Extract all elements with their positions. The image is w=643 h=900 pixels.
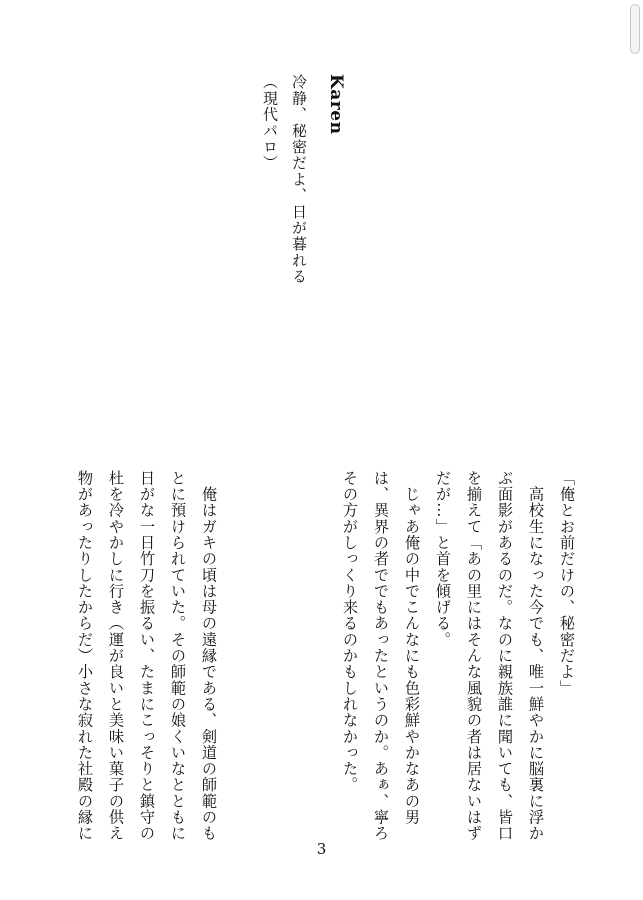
text-line: は、異界の者ででもあったというのか。あぁ、寧ろ — [372, 470, 390, 842]
story-title: 冷静、秘密だよ、日が暮れる — [290, 74, 308, 285]
text-line: 物があったりしたからだ）小さな寂れた社殿の縁に — [76, 470, 94, 842]
text-line: その方がしっくり来るのかもしれなかった。 — [341, 470, 359, 793]
text-line: 「俺とお前だけの、秘密だよ」 — [558, 470, 576, 697]
story-subtitle: （現代パロ） — [261, 74, 279, 172]
text-line: じゃあ俺の中でこんなにも色彩鮮やかなあの男 — [403, 470, 421, 826]
text-line: ぶ面影があるのだ。なのに親族誰に聞いても、皆口 — [496, 470, 514, 842]
text-line: とに預けられていた。その師範の娘くいなとともに — [169, 470, 187, 842]
page-number: 3 — [316, 840, 327, 858]
scrollbar-thumb[interactable] — [630, 4, 640, 54]
upper-text-block — [330, 470, 582, 870]
text-line: を揃えて「あの里にはそんな風貌の者は居ないはず — [465, 470, 483, 842]
text-line: 日がな一日竹刀を振るい、たまにこっそりと鎮守の — [138, 470, 156, 842]
text-line: 俺はガキの頃は母の遠縁である、剣道の師範のも — [200, 470, 218, 842]
author-name: Karen — [326, 74, 346, 135]
text-line: 高校生になった今でも、唯一鮮やかに脳裏に浮か — [527, 470, 545, 842]
lower-text-block — [72, 470, 224, 870]
text-line: だが…」と首を傾げる。 — [434, 470, 452, 648]
text-line: 杜を冷やかしに行き（運が良いと美味い菓子の供え — [107, 470, 125, 842]
